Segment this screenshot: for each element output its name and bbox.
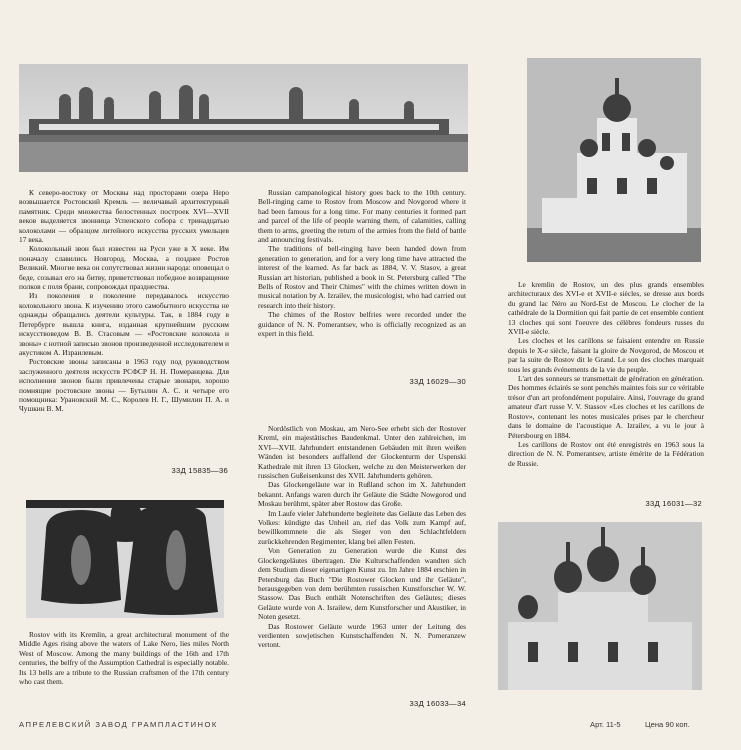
russian-catalog-number: 33Д 15835—36 [171, 466, 228, 475]
panorama-photo [19, 64, 468, 172]
english-catalog-number: 33Д 16029—30 [409, 377, 466, 386]
russian-text [19, 188, 229, 414]
russian-paragraph: К северо-востоку от Москвы над просторами озера Неро возвышается Ростовский Кремль — величавый архитектурный памятник. Среди множества белостенных построек XVI—XVII веков выделяется звонница Успенского собора с тринадцатью колоколами — образцом литейного искусства русских умельцев 17 века. [19, 188, 229, 245]
german-text [258, 424, 466, 650]
english-text-bottom [19, 630, 229, 686]
french-text [508, 280, 704, 468]
german-paragraph: Das Rostower Geläute wurde 1963 unter der Leitung des verdienten sowjetischen Kunstschaffenden N. N. Pomeranzew vertont. [258, 621, 466, 650]
domes-photo [498, 522, 702, 690]
german-paragraph: Von Generation zu Generation wurde die Kunst des Glockengeläutes übertragen. Die Kulturschaffenden wandten sich dem Studium dieser eigenartigen Kunst zu. Im Jahre 1884 erschien in Petersburg das Buch "Die Rostower Glocken und ihr Geläute", herausgegeben von dem berühmten russischen Kunstforscher W. W. Stassow. Das Buch enthält Notenschriften des Geläutes; dieses Geläute wurde von A. Israilew, dem Kunstforscher und Akustiker, in Noten gesetzt. [258, 546, 466, 622]
russian-paragraph: Ростовские звоны записаны в 1963 году под руководством заслуженного деятеля искусств РСФСР Н. Н. Померанцева. Для исполнения звонов были привлечены старые звонари, хорошо помнящие ростовские звоны — Бутылин А. С. и четыре его помощника: Урановский М. С., Королев Н. Г., Шумилин П. А. и Чушкин В. М. [19, 357, 229, 414]
publisher-name: АПРЕЛЕВСКИЙ ЗАВОД ГРАМПЛАСТИНОК [19, 720, 218, 729]
french-paragraph: Le kremlin de Rostov, un des plus grands ensembles architecturaux des XVI-e et XVII-e siècles, se dresse aux bords du grand lac Néro au Nord-Est de Moscou. Le clocher de la cathédrale de la Dormition qui fait partie de cet ensemble contient 13 cloches qui sont l'oeuvre des célèbres fondeurs russes du XVII-e siècle. [508, 280, 704, 337]
german-paragraph: Im Laufe vieler Jahrhunderte begleitete das Geläute das Leben des Volkes: kündigte das Unheil an, rief das Volk zum Kampf auf, bewillkommnete die als Sieger von den Schlachtfeldern zurückkehrenden Regimenter, klang bei allen Festen. [258, 508, 466, 546]
bells-photo [26, 500, 224, 618]
english-paragraph: Rostov with its Kremlin, a great architectural monument of the Middle Ages rising above the waters of Lake Nero, lies miles North West of Moscow. Among the many buildings of the 16th and 17th centuries, the belfry of the Assumption Cathedral is especially notable. Its 13 bells are a tribute to the Russian craftsmen of the 17th century who cast them. [19, 630, 229, 687]
cathedral-photo [527, 58, 701, 262]
english-paragraph: The traditions of bell-ringing have been handed down from generation to generation, and for a very long time have attracted the interest of the learned. As far back as 1884, V. V. Stasov, a great Russian art historian, published a book in St. Petersburg called "The Bells of Rostov and Their Chimes" with the chimes written down in musical notation by A. Izrailev, the musicologist, who had carried out research into their history. [258, 244, 466, 310]
russian-paragraph: Из поколения в поколение передавалось искусство колокольного звона. К изучению этого самобытного искусства не однажды обращались деятели культуры. Так, в 1884 году в Петербурге вышла книга, изданная крупнейшим русским искусствоведом В. В. Стасовым — «Ростовские колокола и звоны» с нотной записью звонов произведенной исследователем и акустиком А. Израилевым. [19, 291, 229, 357]
english-text-top [258, 188, 466, 339]
english-paragraph: The chimes of the Rostov belfries were recorded under the guidance of N. N. Pomerantsev, who is officially recognized as an expert in this field. [258, 310, 466, 339]
french-paragraph: Les carillons de Rostov ont été enregistrés en 1963 sous la direction de N. N. Pomerantsev, artiste émérite de la Fédération de Russie. [508, 439, 704, 468]
french-paragraph: L'art des sonneurs se transmettait de génération en génération. Des hommes éclairés se sont penchés maintes fois sur ce véritable trésor d'un art profondément populaire. Ainsi, l'ouvrage du grand amateur d'art russe V. V. Stassov «Les cloches et les carillons de Rostov», contenant les notes musicales prises par le chercheur dans le domaine de l'acoustique A. Izrailev, a vu le jour à Pétersbourg en 1884. [508, 374, 704, 440]
german-paragraph: Das Glockengeläute war in Rußland schon im X. Jahrhundert bekannt. Anfangs waren durch ihr Geläute die Städte Nowgorod und Moskau berühmt, später aber Rostow das Große. [258, 480, 466, 509]
article-number: Арт. 11-5 [590, 720, 621, 729]
french-paragraph: Les cloches et les carillons se faisaient entendre en Russie depuis le X-e siècle, faisant la gloire de Novgorod, de Moscou et par la suite de Rostov dit le Grand. Le son des cloches marquait tous les grands événements de la vie du peuple. [508, 336, 704, 374]
german-catalog-number: 33Д 16033—34 [409, 699, 466, 708]
german-paragraph: Nordöstlich von Moskau, am Nero-See erhebt sich der Rostover Kreml, ein majestätisches Baudenkmal. Unter den zahlreichen, im XVI—XVII. Jahrhundert entstandenen Gebäuden mit ihren weißen Wänden ist besonders auffallend der Glockenturm der Uspenski Kathedrale mit ihren 13 Glocken, welche zu den Meisterwerken der russischen Gußeisenkunst des XVII. Jahrhunderts gehören. [258, 424, 466, 481]
english-paragraph: Russian campanological history goes back to the 10th century. Bell-ringing came to Rostov from Moscow and Novgorod where it had been famous for a long time. For many centuries it formed part and parcel of the life of people warning them, of calamities, calling them to arms, greeting the return of the armies from the field of battle and announcing festivals. [258, 188, 466, 245]
french-catalog-number: 33Д 16031—32 [645, 499, 702, 508]
price-label: Цена 90 коп. [645, 720, 690, 729]
russian-paragraph: Колокольный звон был известен на Руси уже в Х веке. Им поначалу славились Новгород, Москва, а позднее Ростов Великий. Многие века он сопутствовал жизни народа: оповещал о беде, созывал его на битву, приветствовал победное возвращение полков с поля брани, сопровождал празднества. [19, 244, 229, 292]
